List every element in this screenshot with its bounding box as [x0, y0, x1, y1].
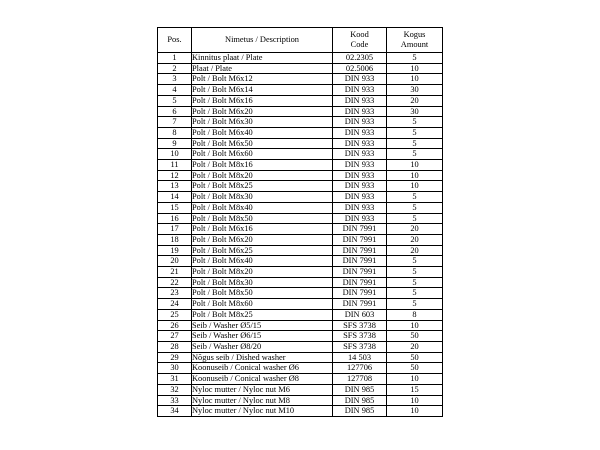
pos-cell: 21 — [158, 267, 192, 278]
parts-table — [157, 27, 443, 417]
pos-cell: 26 — [158, 320, 192, 331]
description-cell: Nyloc mutter / Nyloc nut M6 — [192, 384, 333, 395]
table-row — [158, 117, 443, 128]
description-cell: Polt / Bolt M8x50 — [192, 213, 333, 224]
description-cell: Polt / Bolt M6x20 — [192, 106, 333, 117]
pos-cell: 8 — [158, 127, 192, 138]
pos-cell: 19 — [158, 245, 192, 256]
pos-cell: 24 — [158, 299, 192, 310]
code-cell: 14 503 — [333, 352, 387, 363]
header-amount-et: Kogus — [403, 30, 426, 39]
code-cell: DIN 933 — [333, 192, 387, 203]
table-row — [158, 85, 443, 96]
amount-cell: 8 — [387, 309, 443, 320]
amount-cell: 10 — [387, 181, 443, 192]
table-row — [158, 213, 443, 224]
code-cell: DIN 933 — [333, 74, 387, 85]
header-code-en: Code — [350, 40, 369, 49]
description-cell: Polt / Bolt M8x30 — [192, 277, 333, 288]
description-cell: Nyloc mutter / Nyloc nut M10 — [192, 406, 333, 417]
description-cell: Polt / Bolt M8x20 — [192, 267, 333, 278]
code-cell: 127706 — [333, 363, 387, 374]
pos-cell: 13 — [158, 181, 192, 192]
pos-cell: 17 — [158, 224, 192, 235]
amount-cell: 5 — [387, 192, 443, 203]
table-row — [158, 74, 443, 85]
description-cell: Polt / Bolt M6x30 — [192, 117, 333, 128]
amount-cell: 5 — [387, 213, 443, 224]
table-row — [158, 256, 443, 267]
amount-cell: 20 — [387, 224, 443, 235]
pos-cell: 22 — [158, 277, 192, 288]
pos-cell: 23 — [158, 288, 192, 299]
pos-cell: 30 — [158, 363, 192, 374]
amount-cell: 10 — [387, 320, 443, 331]
table-row — [158, 149, 443, 160]
code-cell: SFS 3738 — [333, 341, 387, 352]
description-cell: Seib / Washer Ø5/15 — [192, 320, 333, 331]
description-cell: Polt / Bolt M6x40 — [192, 256, 333, 267]
table-row — [158, 299, 443, 310]
amount-cell: 30 — [387, 106, 443, 117]
table-row — [158, 170, 443, 181]
description-cell: Polt / Bolt M8x60 — [192, 299, 333, 310]
description-cell: Kinnitus plaat / Plate — [192, 53, 333, 64]
description-cell: Polt / Bolt M8x25 — [192, 181, 333, 192]
pos-cell: 16 — [158, 213, 192, 224]
amount-cell: 50 — [387, 331, 443, 342]
table-row — [158, 127, 443, 138]
pos-cell: 4 — [158, 85, 192, 96]
pos-cell: 15 — [158, 202, 192, 213]
table-row — [158, 309, 443, 320]
amount-cell: 5 — [387, 267, 443, 278]
amount-cell: 5 — [387, 202, 443, 213]
table-body — [158, 53, 443, 417]
table-row — [158, 181, 443, 192]
pos-cell: 27 — [158, 331, 192, 342]
pos-cell: 1 — [158, 53, 192, 64]
amount-cell: 20 — [387, 245, 443, 256]
code-cell: SFS 3738 — [333, 331, 387, 342]
table-row — [158, 202, 443, 213]
table-row — [158, 384, 443, 395]
code-cell: DIN 985 — [333, 406, 387, 417]
table-row — [158, 224, 443, 235]
description-cell: Polt / Bolt M6x25 — [192, 245, 333, 256]
header-description: Nimetus / Description — [192, 28, 333, 53]
table-row — [158, 95, 443, 106]
amount-cell: 10 — [387, 170, 443, 181]
amount-cell: 20 — [387, 234, 443, 245]
description-cell: Polt / Bolt M8x20 — [192, 170, 333, 181]
pos-cell: 28 — [158, 341, 192, 352]
pos-cell: 20 — [158, 256, 192, 267]
code-cell: DIN 933 — [333, 149, 387, 160]
code-cell: DIN 7991 — [333, 234, 387, 245]
code-cell: DIN 933 — [333, 181, 387, 192]
code-cell: DIN 603 — [333, 309, 387, 320]
pos-cell: 32 — [158, 384, 192, 395]
description-cell: Seib / Washer Ø6/15 — [192, 331, 333, 342]
amount-cell: 5 — [387, 277, 443, 288]
code-cell: DIN 7991 — [333, 256, 387, 267]
table-row — [158, 320, 443, 331]
code-cell: DIN 933 — [333, 95, 387, 106]
description-cell: Nõgus seib / Dished washer — [192, 352, 333, 363]
pos-cell: 3 — [158, 74, 192, 85]
pos-cell: 25 — [158, 309, 192, 320]
code-cell: DIN 933 — [333, 117, 387, 128]
header-pos: Pos. — [158, 28, 192, 53]
code-cell: DIN 7991 — [333, 277, 387, 288]
code-cell: DIN 7991 — [333, 224, 387, 235]
code-cell: 02.2305 — [333, 53, 387, 64]
description-cell: Seib / Washer Ø8/20 — [192, 341, 333, 352]
pos-cell: 14 — [158, 192, 192, 203]
pos-cell: 7 — [158, 117, 192, 128]
code-cell: DIN 933 — [333, 85, 387, 96]
header-code-et: Kood — [350, 30, 369, 39]
amount-cell: 20 — [387, 341, 443, 352]
table-row — [158, 192, 443, 203]
pos-cell: 2 — [158, 63, 192, 74]
amount-cell: 5 — [387, 256, 443, 267]
amount-cell: 50 — [387, 352, 443, 363]
pos-cell: 5 — [158, 95, 192, 106]
description-cell: Polt / Bolt M6x40 — [192, 127, 333, 138]
description-cell: Polt / Bolt M8x30 — [192, 192, 333, 203]
amount-cell: 5 — [387, 288, 443, 299]
amount-cell: 5 — [387, 53, 443, 64]
description-cell: Polt / Bolt M6x16 — [192, 95, 333, 106]
description-cell: Koonuseib / Conical washer Ø8 — [192, 374, 333, 385]
table-row — [158, 53, 443, 64]
code-cell: DIN 7991 — [333, 299, 387, 310]
amount-cell: 30 — [387, 85, 443, 96]
header-amount-en: Amount — [400, 40, 429, 49]
table-row — [158, 352, 443, 363]
description-cell: Polt / Bolt M6x50 — [192, 138, 333, 149]
amount-cell: 5 — [387, 127, 443, 138]
code-cell: 02.5006 — [333, 63, 387, 74]
code-cell: SFS 3738 — [333, 320, 387, 331]
header-amount — [387, 28, 443, 53]
table-row — [158, 138, 443, 149]
table-row — [158, 341, 443, 352]
amount-cell: 5 — [387, 149, 443, 160]
table-row — [158, 363, 443, 374]
pos-cell: 9 — [158, 138, 192, 149]
description-cell: Plaat / Plate — [192, 63, 333, 74]
description-cell: Koonuseib / Conical washer Ø6 — [192, 363, 333, 374]
amount-cell: 5 — [387, 138, 443, 149]
amount-cell: 20 — [387, 95, 443, 106]
pos-cell: 10 — [158, 149, 192, 160]
header-row — [158, 28, 443, 53]
description-cell: Polt / Bolt M8x40 — [192, 202, 333, 213]
pos-cell: 29 — [158, 352, 192, 363]
pos-cell: 12 — [158, 170, 192, 181]
amount-cell: 5 — [387, 299, 443, 310]
description-cell: Polt / Bolt M8x50 — [192, 288, 333, 299]
table-row — [158, 374, 443, 385]
table-row — [158, 234, 443, 245]
code-cell: DIN 933 — [333, 138, 387, 149]
code-cell: DIN 933 — [333, 127, 387, 138]
description-cell: Polt / Bolt M6x60 — [192, 149, 333, 160]
amount-cell: 10 — [387, 160, 443, 171]
table-row — [158, 245, 443, 256]
description-cell: Polt / Bolt M6x14 — [192, 85, 333, 96]
pos-cell: 34 — [158, 406, 192, 417]
pos-cell: 31 — [158, 374, 192, 385]
table-row — [158, 331, 443, 342]
pos-cell: 33 — [158, 395, 192, 406]
amount-cell: 10 — [387, 395, 443, 406]
table-row — [158, 160, 443, 171]
code-cell: DIN 933 — [333, 213, 387, 224]
table-header — [158, 28, 443, 53]
code-cell: DIN 7991 — [333, 267, 387, 278]
pos-cell: 11 — [158, 160, 192, 171]
code-cell: DIN 933 — [333, 202, 387, 213]
code-cell: DIN 933 — [333, 106, 387, 117]
table-row — [158, 106, 443, 117]
amount-cell: 50 — [387, 363, 443, 374]
code-cell: DIN 933 — [333, 170, 387, 181]
amount-cell: 10 — [387, 63, 443, 74]
description-cell: Polt / Bolt M6x20 — [192, 234, 333, 245]
table-row — [158, 288, 443, 299]
table-row — [158, 406, 443, 417]
table-row — [158, 395, 443, 406]
code-cell: DIN 933 — [333, 160, 387, 171]
amount-cell: 10 — [387, 406, 443, 417]
description-cell: Nyloc mutter / Nyloc nut M8 — [192, 395, 333, 406]
description-cell: Polt / Bolt M8x16 — [192, 160, 333, 171]
code-cell: DIN 985 — [333, 384, 387, 395]
code-cell: 127708 — [333, 374, 387, 385]
description-cell: Polt / Bolt M6x12 — [192, 74, 333, 85]
amount-cell: 15 — [387, 384, 443, 395]
table-row — [158, 267, 443, 278]
amount-cell: 10 — [387, 74, 443, 85]
amount-cell: 10 — [387, 374, 443, 385]
amount-cell: 5 — [387, 117, 443, 128]
header-code — [333, 28, 387, 53]
code-cell: DIN 985 — [333, 395, 387, 406]
description-cell: Polt / Bolt M8x25 — [192, 309, 333, 320]
table-row — [158, 63, 443, 74]
pos-cell: 18 — [158, 234, 192, 245]
code-cell: DIN 7991 — [333, 245, 387, 256]
pos-cell: 6 — [158, 106, 192, 117]
description-cell: Polt / Bolt M6x16 — [192, 224, 333, 235]
code-cell: DIN 7991 — [333, 288, 387, 299]
table-row — [158, 277, 443, 288]
